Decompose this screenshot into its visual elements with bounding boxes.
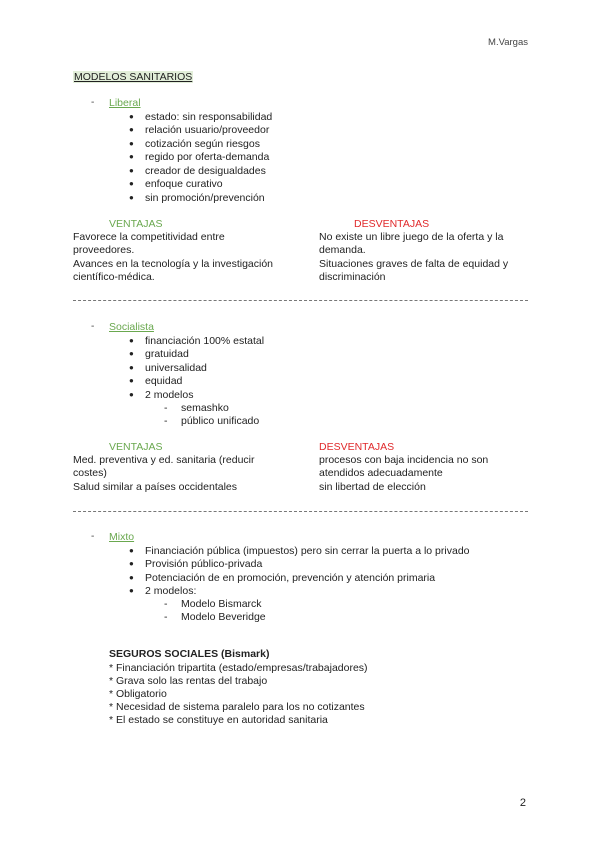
desventaja-item: Situaciones graves de falta de equidad y discriminación	[319, 257, 509, 283]
list-dash: -	[91, 97, 95, 108]
list-item: ● Financiación pública (impuestos) pero sin cerrar la puerta a lo privado	[145, 545, 470, 557]
section-mixto: Mixto	[109, 531, 135, 543]
list-item: ● 2 modelos	[145, 389, 193, 401]
desventajas-heading: DESVENTAJAS	[354, 218, 430, 230]
desventajas-text	[319, 454, 524, 494]
desventajas-heading: DESVENTAJAS	[319, 441, 395, 453]
list-item: ● estado: sin responsabilidad	[145, 111, 272, 123]
list-item: ● equidad	[145, 375, 182, 387]
author-name: M.Vargas	[488, 37, 528, 48]
list-item: ● 2 modelos:	[145, 585, 196, 597]
ventajas-text	[73, 454, 288, 494]
section-liberal: Liberal	[109, 97, 141, 109]
list-item: ● financiación 100% estatal	[145, 335, 264, 347]
seguros-line: * Obligatorio	[109, 688, 167, 700]
ventajas-heading: VENTAJAS	[109, 441, 163, 453]
list-item: ● enfoque curativo	[145, 178, 223, 190]
desventaja-item: sin libertad de elección	[319, 480, 426, 493]
dashed-separator	[73, 511, 528, 512]
ventaja-item: Med. preventiva y ed. sanitaria (reducir costes)	[73, 454, 255, 480]
sub-item: - público unificado	[181, 415, 259, 427]
desventaja-item: No existe un libre juego de la oferta y la demanda.	[319, 231, 504, 257]
desventaja-item: procesos con baja incidencia no son atendidos adecuadamente	[319, 454, 489, 480]
ventajas-text	[73, 231, 288, 284]
ventajas-heading: VENTAJAS	[109, 218, 163, 230]
list-item: ● relación usuario/proveedor	[145, 124, 269, 136]
list-item: ● Potenciación de en promoción, prevención y atención primaria	[145, 572, 435, 584]
list-dash: -	[91, 531, 95, 542]
sub-item: - Modelo Beveridge	[181, 611, 266, 623]
section-socialista: Socialista	[109, 321, 154, 333]
list-item: ● universalidad	[145, 362, 207, 374]
page-title: MODELOS SANITARIOS	[74, 71, 193, 83]
sub-item: - Modelo Bismarck	[181, 598, 262, 610]
seguros-line: * Grava solo las rentas del trabajo	[109, 675, 268, 687]
list-dash: -	[91, 321, 95, 332]
page-number: 2	[519, 797, 526, 809]
list-item: ● creador de desigualdades	[145, 165, 266, 177]
ventaja-item: Favorece la competitividad entre proveedores.	[73, 231, 225, 257]
dashed-separator	[73, 300, 528, 301]
list-item: ● regido por oferta-demanda	[145, 151, 269, 163]
ventaja-item: Salud similar a países occidentales	[73, 480, 238, 493]
list-item: ● Provisión público-privada	[145, 558, 262, 570]
list-item: ● gratuidad	[145, 348, 189, 360]
list-item: ● cotización según riesgos	[145, 138, 260, 150]
sub-item: - semashko	[181, 402, 229, 414]
seguros-line: * Necesidad de sistema paralelo para los no cotizantes	[109, 701, 365, 713]
desventajas-text	[319, 231, 531, 284]
seguros-title: SEGUROS SOCIALES (Bismark)	[109, 648, 270, 660]
list-item: ● sin promoción/prevención	[145, 192, 265, 204]
seguros-line: * Financiación tripartita (estado/empresas/trabajadores)	[109, 662, 368, 674]
seguros-line: * El estado se constituye en autoridad sanitaria	[109, 714, 328, 726]
ventaja-item: Avances en la tecnología y la investigación científico-médica.	[73, 257, 274, 283]
